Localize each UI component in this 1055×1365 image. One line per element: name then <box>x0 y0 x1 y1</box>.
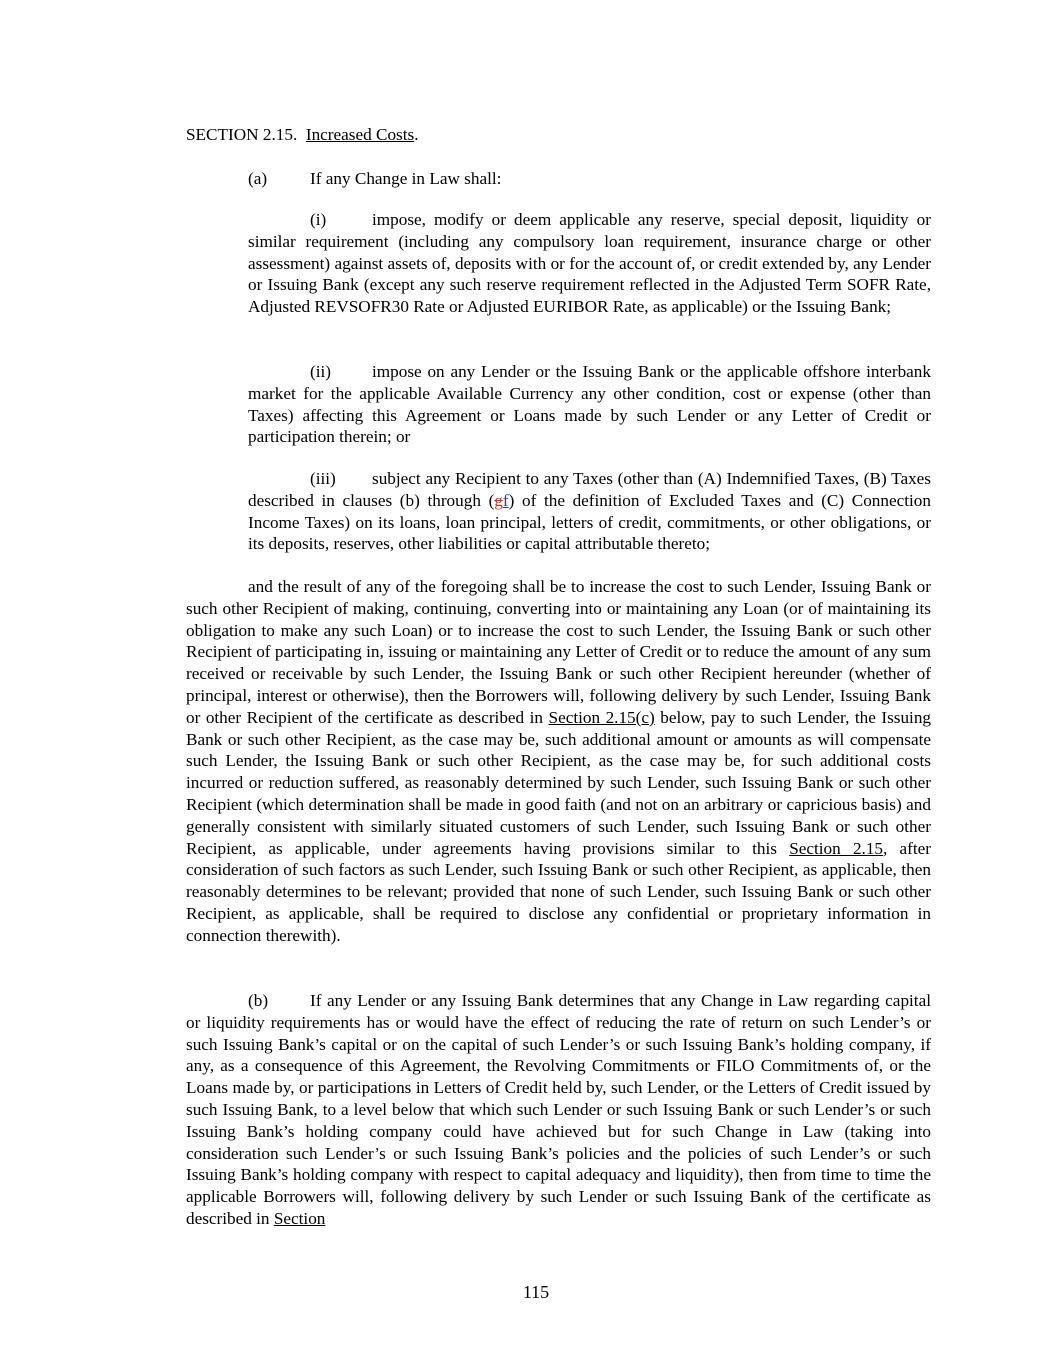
section-heading <box>186 124 931 146</box>
clause-iii-text-before: subject any Recipient to any Taxes (other than (A) Indemnified Taxes, (B) Taxes described in clauses (b) through ( <box>248 469 931 510</box>
clause-i-text: impose, modify or deem applicable any reserve, special deposit, liquidity or similar requirement (including any compulsory loan requirement, insurance charge or other assessment) against assets of, deposits with or for the account of, or credit extended by, any Lender or Issuing Bank (except any such reserve requirement reflected in the Adjusted Term SOFR Rate, Adjusted REVSOFR30 Rate or Adjusted EURIBOR Rate, as applicable) or the Issuing Bank; <box>248 210 931 317</box>
clause-ii-text: impose on any Lender or the Issuing Bank or the applicable offshore interbank market for the applicable Available Currency any other condition, cost or expense (other than Taxes) affecting this Agreement or Loans made by such Lender or any Letter of Credit or participation therein; or <box>248 362 931 447</box>
paragraph-a-label: (a) <box>248 169 268 188</box>
clause-iii <box>248 468 931 555</box>
clause-iii-text-after: ) of the definition of Excluded Taxes and (C) Connection Income Taxes) on its loans, loan principal, letters of credit, commitments, or other obligations, or its deposits, reserves, other liabilities or capital attributable thereto; <box>248 490 931 554</box>
result-text-1: and the result of any of the foregoing shall be to increase the cost to such Lender, Issuing Bank or such other Recipient of making, continuing, converting into or maintaining any Loan (or of maintaining its obligation to make any such Loan) or to increase the cost to such Lender, the Issuing Bank or such other Recipient of participating in, issuing or maintaining any Letter of Credit or to reduce the amount of any sum received or receivable by such Lender, the Issuing Bank or such other Recipient hereunder (whether of principal, interest or otherwise), then the Borrowers will, following delivery by such Lender, Issuing Bank or other Recipient of the certificate as described in <box>186 577 931 727</box>
result-text-3: , after consideration of such factors as such Lender, such Issuing Bank or such other Recipient, as applicable, then reasonably determines to be relevant; provided that none of such Lender, such Issuing Bank or such other Recipient, as applicable, shall be required to disclose any confidential or proprietary information in connection therewith). <box>186 838 932 945</box>
inserted-revision-mark: f <box>502 490 509 510</box>
result-text-2: below, pay to such Lender, the Issuing Bank or such other Recipient, as the case may be, such additional amount or amounts as will compensate such Lender, the Issuing Bank or such other Recipient, as the case may be, for such additional costs incurred or reduction suffered, as reasonably determined by such Lender, such Issuing Bank or such other Recipient (which determination shall be made in good faith (and not on an arbitrary or capricious basis) and generally consistent with similarly situated customers of such Lender, such Issuing Bank or such other Recipient, as applicable, under agreements having provisions similar to this <box>186 707 932 858</box>
section-reference-2-15: Section 2.15 <box>789 838 884 858</box>
clause-ii-label: (ii) <box>310 362 331 381</box>
result-paragraph <box>186 576 931 947</box>
paragraph-b <box>186 990 931 1230</box>
clause-iii-label: (iii) <box>310 469 336 488</box>
clause-i <box>248 209 931 318</box>
paragraph-a-text: If any Change in Law shall: <box>310 169 502 188</box>
section-reference-2-15-c: Section 2.15(c) <box>548 707 655 727</box>
section-title-period: . <box>414 125 419 144</box>
clause-ii <box>248 361 931 448</box>
deleted-revision-mark: g <box>494 490 503 510</box>
paragraph-b-text: If any Lender or any Issuing Bank determines that any Change in Law regarding capital or liquidity requirements has or would have the effect of reducing the rate of return on such Lender’s or such Issuing Bank’s capital or on the capital of such Lender’s or such Issuing Bank’s holding company, if any, as a consequence of this Agreement, the Revolving Commitments or FILO Commitments of, or the Loans made by, or participations in Letters of Credit held by, such Lender, or the Letters of Credit issued by such Issuing Bank, to a level below that which such Lender or such Issuing Bank or such Lender’s or such Issuing Bank’s holding company could have achieved but for such Change in Law (taking into consideration such Lender’s or such Issuing Bank’s policies and the policies of such Lender’s or such Issuing Bank’s holding company with respect to capital adequacy and liquidity), then from time to time the applicable Borrowers will, following delivery by such Lender or such Issuing Bank of the certificate as described in <box>186 991 931 1228</box>
section-title: Increased Costs <box>305 125 415 144</box>
clause-i-label: (i) <box>310 210 327 229</box>
paragraph-b-label: (b) <box>248 991 269 1010</box>
section-number: SECTION 2.15. <box>186 125 298 144</box>
paragraph-a <box>248 168 931 190</box>
section-reference-continued: Section <box>273 1208 326 1228</box>
page-number: 115 <box>522 1282 550 1302</box>
